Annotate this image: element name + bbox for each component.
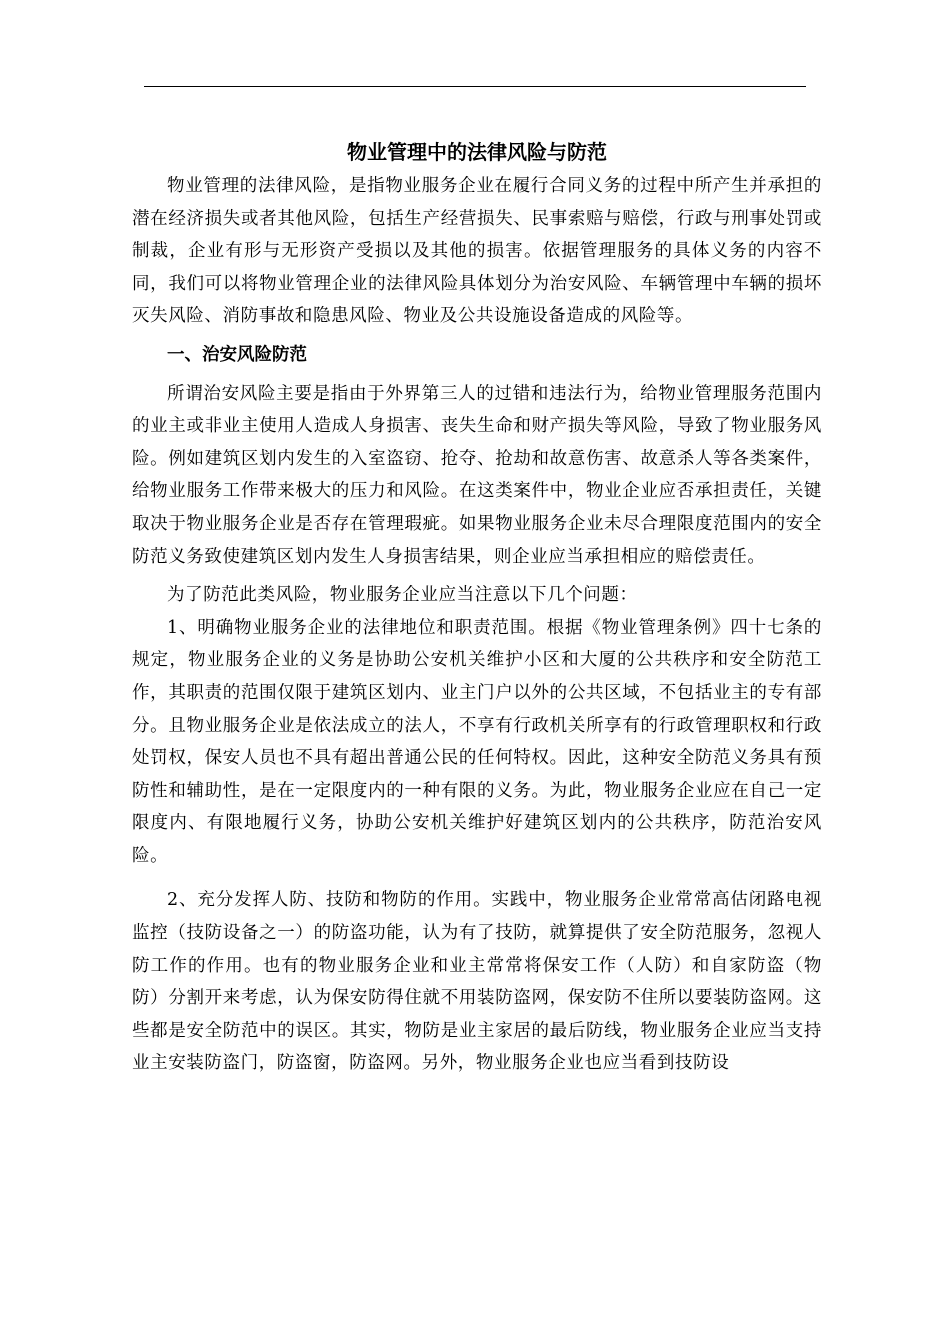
list-item-2: 2、充分发挥人防、技防和物防的作用。实践中，物业服务企业常常高估闭路电视监控（技防设备之一）的防盗功能，认为有了技防，就算提供了安全防范服务，忽视人防工作的作用。也有的物业服务企业和业主常常将保安工作（人防）和自家防盗（物防）分割开来考虑，认为保安防得住就不用装防盗网，保安防不住所以要装防盗网。这些都是安全防范中的误区。其实，物防是业主家居的最后防线，物业服务企业应当支持业主安装防盗门，防盗窗，防盗网。另外，物业服务企业也应当看到技防设 (132, 890, 822, 1074)
section-paragraph: 为了防范此类风险，物业服务企业应当注意以下几个问题： (167, 585, 638, 606)
intro-paragraph: 物业管理的法律风险，是指物业服务企业在履行合同义务的过程中所产生并承担的潜在经济损失或者其他风险，包括生产经营损失、民事索赔与赔偿，行政与刑事处罚或制裁，企业有形与无形资产受损以及其他的损害。依据管理服务的具体义务的内容不同，我们可以将物业管理企业的法律风险具体划分为治安风险、车辆管理中车辆的损坏灭失风险、消防事故和隐患风险、物业及公共设施设备造成的风险等。 (132, 176, 822, 327)
document-title: 物业管理中的法律风险与防范 (347, 140, 607, 164)
list-item-1: 1、明确物业服务企业的法律地位和职责范围。根据《物业管理条例》四十七条的规定，物业服务企业的义务是协助公安机关维护小区和大厦的公共秩序和安全防范工作，其职责的范围仅限于建筑区划内、业主门户以外的公共区域，不包括业主的专有部分。且物业服务企业是依法成立的法人，不享有行政机关所享有的行政管理职权和行政处罚权，保安人员也不具有超出普通公民的任何特权。因此，这种安全防范义务具有预防性和辅助性，是在一定限度内的一种有限的义务。为此，物业服务企业应在自己一定限度内、有限地履行义务，协助公安机关维护好建筑区划内的公共秩序，防范治安风险。 (132, 617, 822, 866)
header-rule (144, 86, 806, 87)
section-paragraph: 所谓治安风险主要是指由于外界第三人的过错和违法行为，给物业管理服务范围内的业主或非业主使用人造成人身损害、丧失生命和财产损失等风险，导致了物业服务风险。例如建筑区划内发生的入室盗窃、抢夺、抢劫和故意伤害、故意杀人等各类案件，给物业服务工作带来极大的压力和风险。在这类案件中，物业企业应否承担责任，关键取决于物业服务企业是否存在管理瑕疵。如果物业服务企业未尽合理限度范围内的安全防范义务致使建筑区划内发生人身损害结果，则企业应当承担相应的赔偿责任。 (132, 383, 822, 567)
document-body (132, 134, 822, 1080)
section-heading: 一、治安风险防范 (167, 344, 307, 365)
